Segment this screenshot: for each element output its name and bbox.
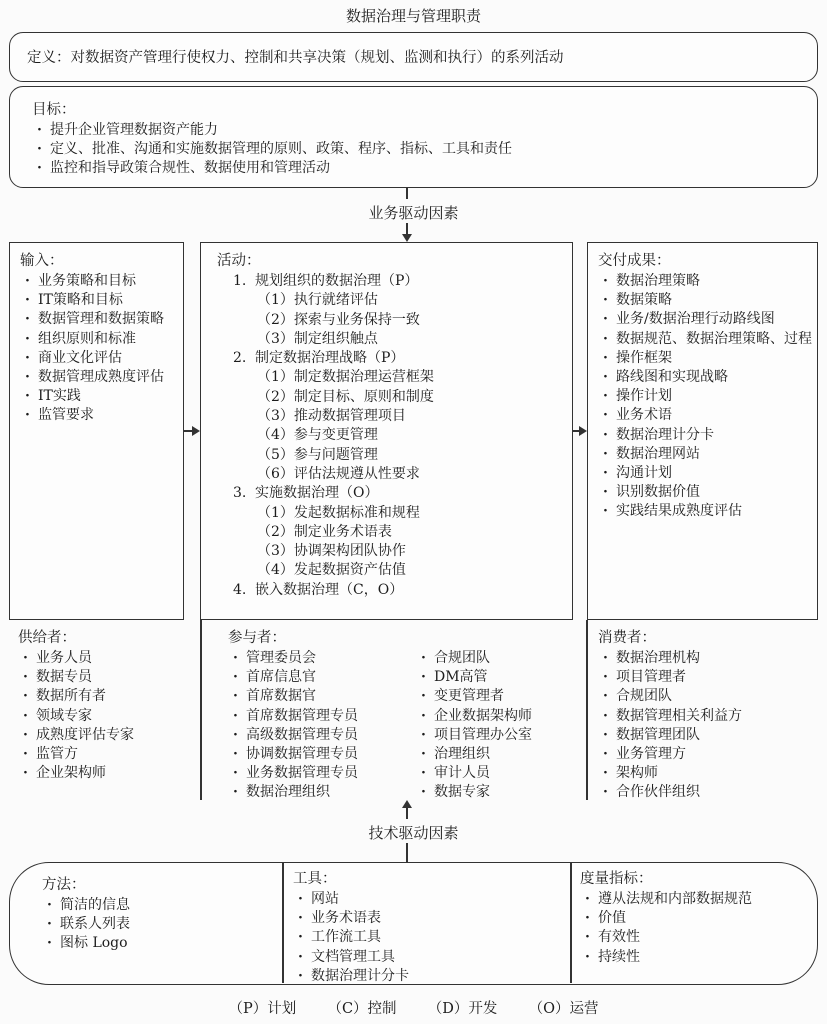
divider-line (282, 863, 284, 983)
activity-number: 2. (233, 350, 247, 367)
participant-item: · 数据专家 (416, 783, 581, 802)
tool-item: · 工作流工具 (293, 928, 563, 947)
activity-sub: （1）发起数据标准和规程 (257, 504, 420, 521)
supplier-item: · 数据专员 (18, 668, 198, 687)
activity-sub: （1）执行就绪评估 (257, 292, 378, 309)
activity-sub: （2）制定目标、原则和制度 (257, 388, 434, 405)
inputs-list (20, 272, 180, 426)
tool-item: · 文档管理工具 (293, 948, 563, 967)
activity-sub: （1）制定数据治理运营框架 (257, 369, 434, 386)
deliverables-list (598, 272, 814, 522)
consumer-item: · 业务管理方 (598, 745, 820, 764)
participant-item: · DM高管 (416, 668, 581, 687)
business-drivers-label: 业务驱动因素 (368, 204, 459, 222)
supplier-item: · 领域专家 (18, 707, 198, 726)
activity-sub: （2）探索与业务保持一致 (257, 311, 420, 328)
legend-item: （P）计划 (228, 1001, 297, 1017)
consumers-list (598, 649, 820, 803)
metric-item: · 持续性 (580, 948, 810, 967)
activity-number: 3. (233, 485, 247, 502)
deliverable-item: · 实践结果成熟度评估 (598, 502, 814, 521)
participant-item: · 审计人员 (416, 764, 581, 783)
participant-item: · 数据治理组织 (228, 783, 413, 802)
participant-item: · 业务数据管理专员 (228, 764, 413, 783)
participant-item: · 管理委员会 (228, 649, 413, 668)
deliverables-box (587, 242, 818, 620)
goal-item: · 监控和指导政策合规性、数据使用和管理活动 (32, 159, 802, 178)
participant-item: · 首席数据官 (228, 687, 413, 706)
consumer-item: · 数据治理机构 (598, 649, 820, 668)
activity-title: 嵌入数据治理（C，O） (255, 581, 404, 598)
supplier-item: · 企业架构师 (18, 764, 198, 783)
deliverable-item: · 数据治理网站 (598, 445, 814, 464)
activity-sub: （3）推动数据管理项目 (257, 408, 406, 425)
deliverable-item: · 数据治理计分卡 (598, 426, 814, 445)
goals-list (32, 121, 802, 179)
consumer-item: · 数据管理团队 (598, 726, 820, 745)
divider-line (200, 620, 202, 800)
participant-item: · 高级数据管理专员 (228, 726, 413, 745)
suppliers-heading: 供给者： (18, 630, 76, 646)
suppliers-list (18, 649, 198, 783)
supplier-item: · 业务人员 (18, 649, 198, 668)
consumers-section (598, 626, 820, 803)
definition-box (9, 32, 818, 82)
consumer-item: · 数据管理相关利益方 (598, 707, 820, 726)
activity-title: 制定数据治理战略（P） (255, 350, 405, 367)
consumer-item: · 合规团队 (598, 687, 820, 706)
arrow-right-icon (579, 426, 587, 436)
activity-sub: （2）制定业务术语表 (257, 523, 392, 540)
activities-heading: 活动： (217, 253, 261, 269)
deliverable-item: · 业务/数据治理行动路线图 (598, 310, 814, 329)
activity-sub: （6）评估法规遵从性要求 (257, 465, 420, 482)
activity-sub: （5）参与问题管理 (257, 446, 378, 463)
tools-list (293, 890, 563, 986)
deliverable-item: · 业务术语 (598, 406, 814, 425)
activity-sub: （4）参与变更管理 (257, 427, 378, 444)
method-item: · 简洁的信息 (42, 896, 272, 915)
input-item: · 数据管理和数据策略 (20, 310, 180, 329)
supplier-item: · 成熟度评估专家 (18, 726, 198, 745)
arrow-right-icon (192, 426, 200, 436)
activity-number: 1. (233, 273, 247, 289)
divider-line (570, 863, 572, 983)
activities-box (200, 242, 573, 620)
participants-heading: 参与者： (228, 630, 286, 646)
consumer-item: · 架构师 (598, 764, 820, 783)
legend (0, 997, 827, 1018)
metrics-list (580, 890, 810, 967)
metrics-section (580, 867, 810, 967)
input-item: · 商业文化评估 (20, 349, 180, 368)
definition-text: 定义：对数据资产管理行使权力、控制和共享决策（规划、监测和执行）的系列活动 (27, 50, 564, 66)
activity-title: 实施数据治理（O） (255, 485, 379, 502)
input-item: · 数据管理成熟度评估 (20, 368, 180, 387)
connector-line (406, 807, 408, 819)
input-item: · 组织原则和标准 (20, 330, 180, 349)
arrow-down-icon (402, 234, 412, 242)
activity-sub: （3）制定组织触点 (257, 330, 378, 347)
participant-item: · 合规团队 (416, 649, 581, 668)
tool-item: · 数据治理计分卡 (293, 967, 563, 986)
method-item: · 联系人列表 (42, 915, 272, 934)
participant-item: · 治理组织 (416, 745, 581, 764)
suppliers-section (18, 626, 198, 783)
tool-item: · 网站 (293, 890, 563, 909)
activity-group (217, 581, 567, 600)
tools-section (293, 867, 563, 986)
methods-heading: 方法： (42, 877, 86, 893)
tool-item: · 业务术语表 (293, 909, 563, 928)
input-item: · IT实践 (20, 387, 180, 406)
participants-list-1 (228, 649, 413, 803)
deliverables-heading: 交付成果： (598, 253, 671, 269)
techniques-box (9, 862, 818, 985)
supplier-item: · 数据所有者 (18, 687, 198, 706)
inputs-heading: 输入： (20, 253, 64, 269)
deliverable-item: · 操作计划 (598, 387, 814, 406)
input-item: · IT策略和目标 (20, 291, 180, 310)
tools-heading: 工具： (293, 871, 337, 887)
methods-list (42, 896, 272, 954)
participants-list-2 (416, 649, 581, 803)
deliverable-item: · 数据治理策略 (598, 272, 814, 291)
deliverable-item: · 数据策略 (598, 291, 814, 310)
participant-item: · 企业数据架构师 (416, 707, 581, 726)
connector-line (406, 188, 408, 199)
consumers-heading: 消费者： (598, 630, 656, 646)
participant-item: · 首席数据管理专员 (228, 707, 413, 726)
methods-section (42, 873, 272, 954)
activity-number: 4. (233, 581, 247, 598)
supplier-item: · 监管方 (18, 745, 198, 764)
legend-item: （D）开发 (427, 1001, 498, 1017)
activity-group (217, 272, 567, 349)
deliverable-item: · 数据规范、数据治理策略、过程 (598, 330, 814, 349)
input-item: · 业务策略和目标 (20, 272, 180, 291)
participant-item: · 变更管理者 (416, 687, 581, 706)
consumer-item: · 项目管理者 (598, 668, 820, 687)
activity-group (217, 484, 567, 580)
participant-item: · 项目管理办公室 (416, 726, 581, 745)
goal-item: · 定义、批准、沟通和实施数据管理的原则、政策、程序、指标、工具和责任 (32, 140, 802, 159)
legend-item: （C）控制 (327, 1001, 397, 1017)
activity-sub: （4）发起数据资产估值 (257, 562, 406, 579)
participant-item: · 首席信息官 (228, 668, 413, 687)
divider-line (586, 620, 588, 800)
consumer-item: · 合作伙伴组织 (598, 783, 820, 802)
deliverable-item: · 识别数据价值 (598, 483, 814, 502)
method-item: · 图标 Logo (42, 934, 272, 953)
page-title: 数据治理与管理职责 (345, 7, 481, 25)
activity-sub: （3）协调架构团队协作 (257, 543, 406, 560)
activity-group (217, 349, 567, 484)
goals-box (9, 86, 818, 188)
deliverable-item: · 沟通计划 (598, 464, 814, 483)
inputs-box (9, 242, 184, 620)
participants-section (228, 626, 578, 801)
participant-item: · 协调数据管理专员 (228, 745, 413, 764)
goals-heading: 目标： (32, 102, 76, 118)
connector-line (406, 843, 408, 863)
goal-item: · 提升企业管理数据资产能力 (32, 121, 802, 140)
metrics-heading: 度量指标： (580, 871, 653, 887)
tech-drivers-label: 技术驱动因素 (368, 824, 459, 842)
deliverable-item: · 路线图和实现战略 (598, 368, 814, 387)
input-item: · 监管要求 (20, 406, 180, 425)
metric-item: · 价值 (580, 909, 810, 928)
activities-list (217, 272, 567, 600)
metric-item: · 有效性 (580, 928, 810, 947)
activity-title: 规划组织的数据治理（P） (255, 273, 419, 289)
legend-item: （O）运营 (528, 1001, 599, 1017)
metric-item: · 遵从法规和内部数据规范 (580, 890, 810, 909)
deliverable-item: · 操作框架 (598, 349, 814, 368)
